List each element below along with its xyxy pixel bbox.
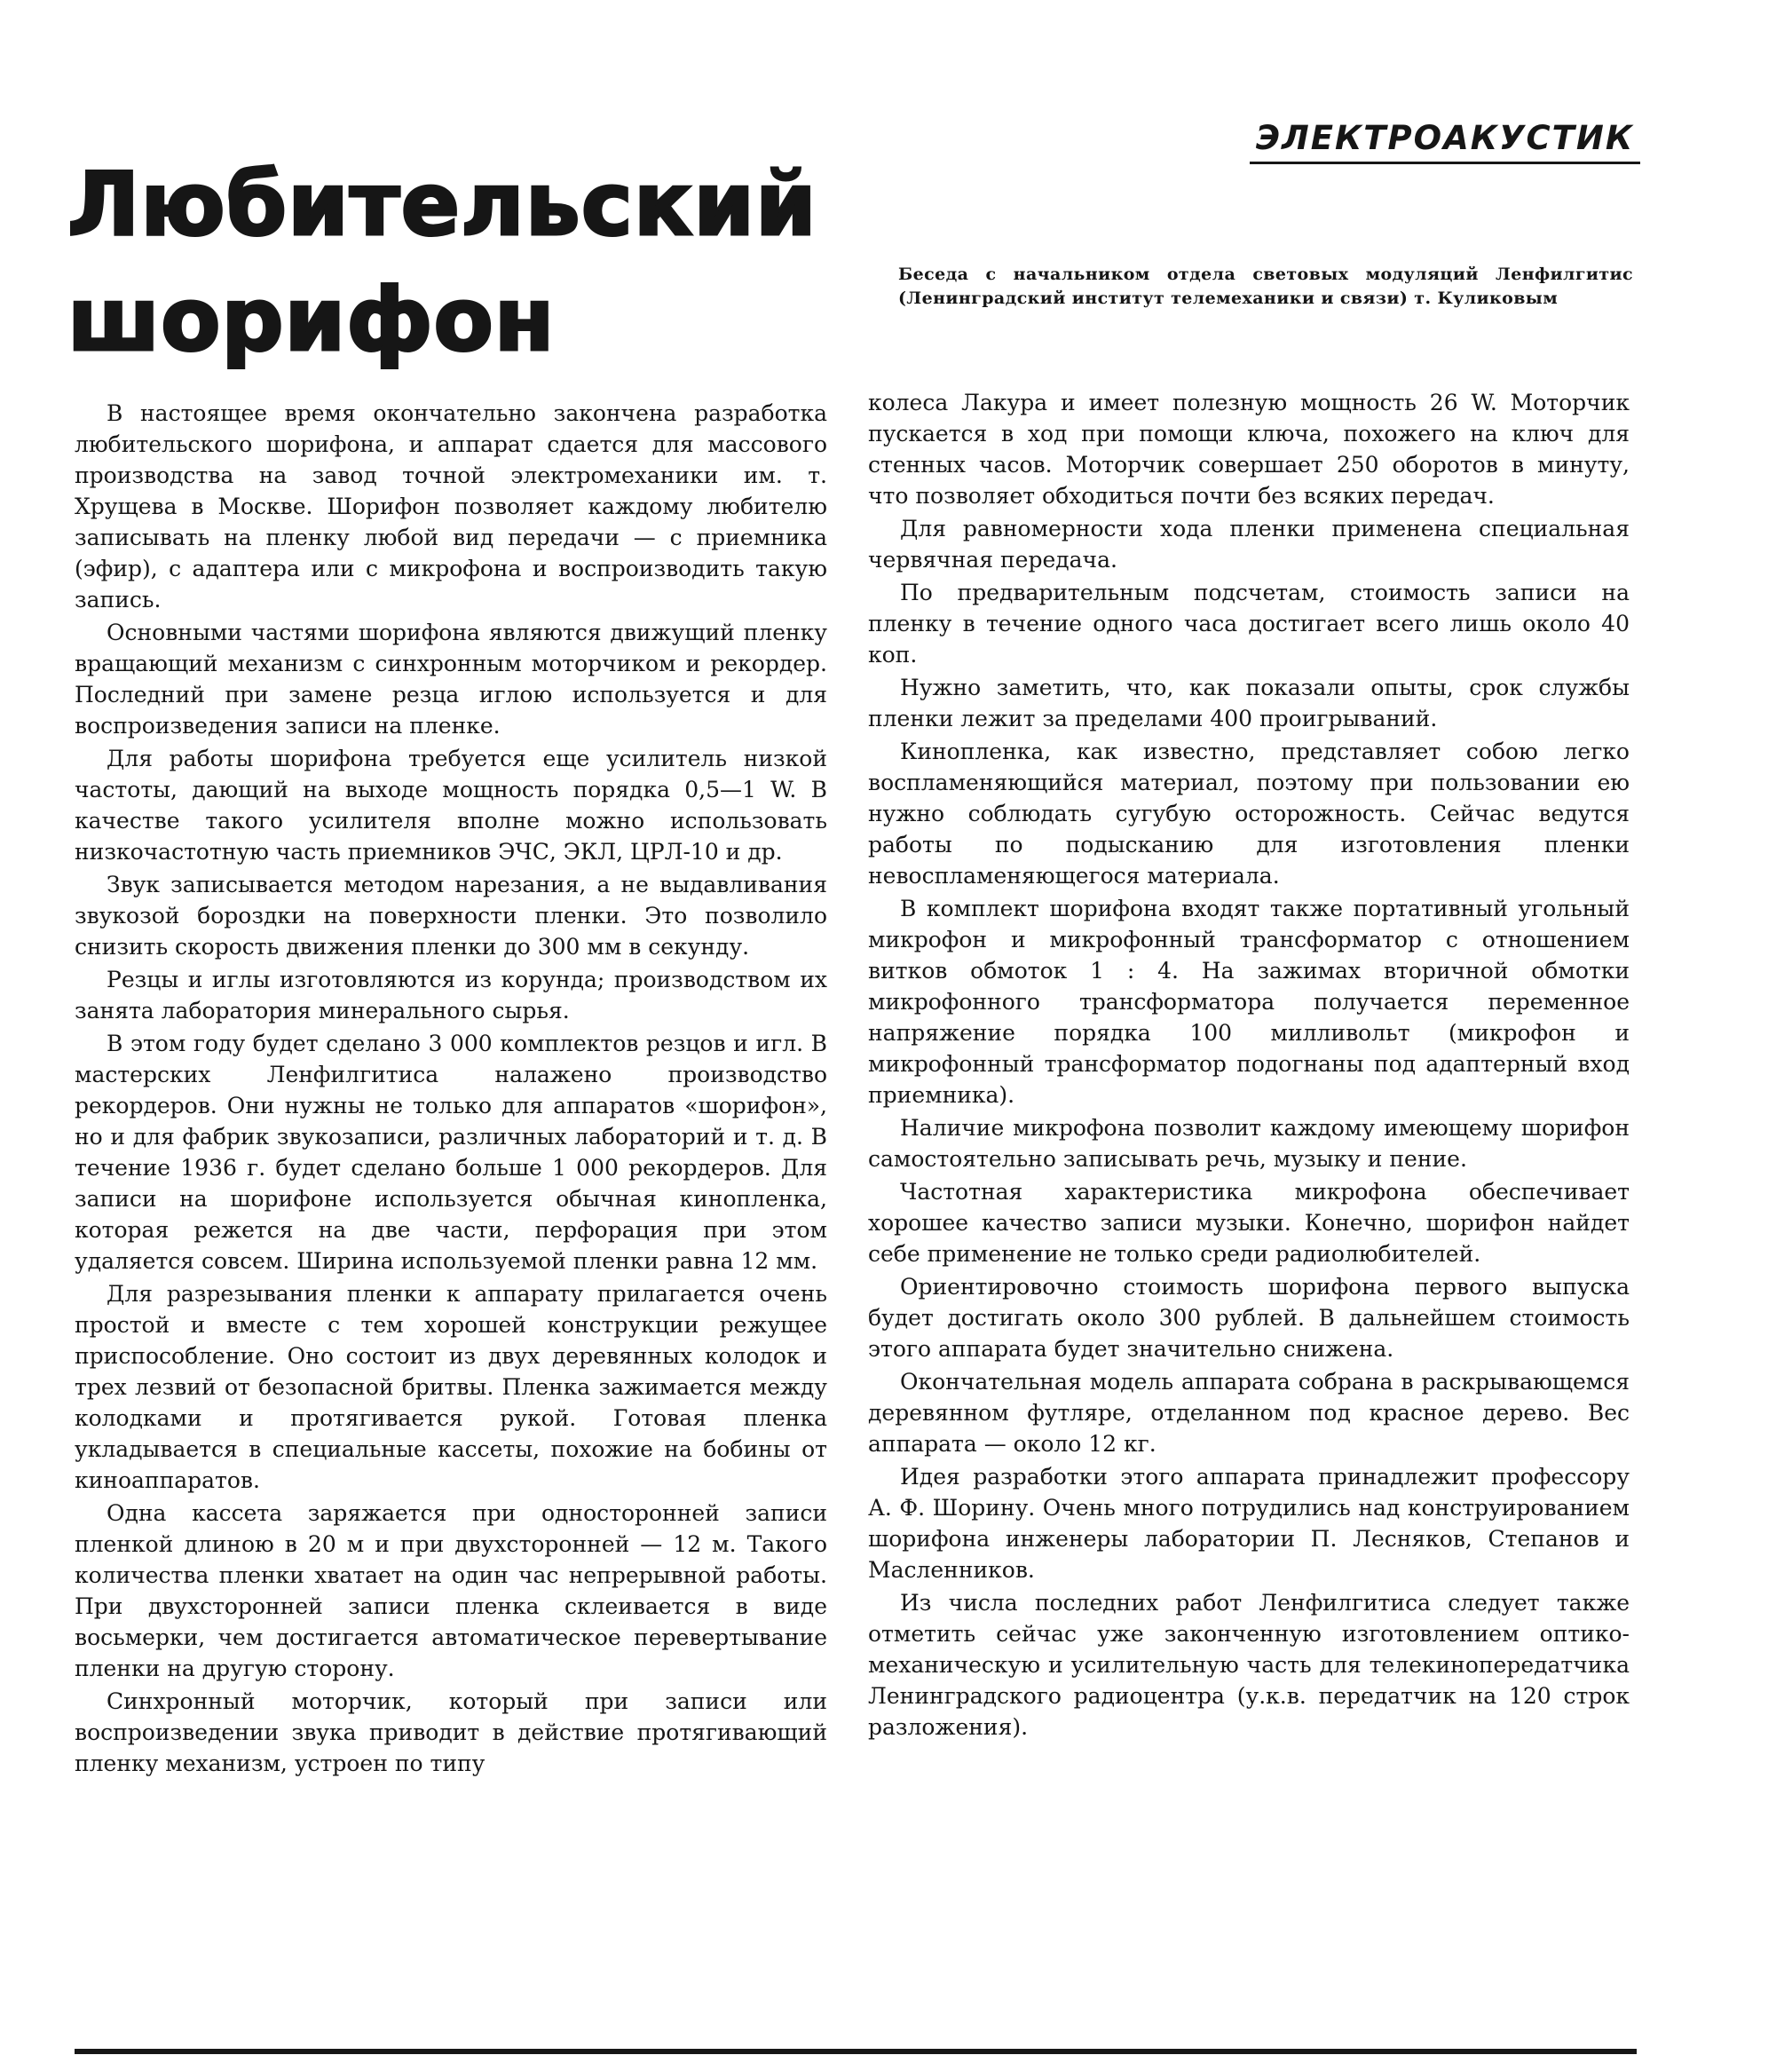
paragraph: Синхронный моторчик, который при записи или воспроизведении звука приводит в действие протягивающий пленку механизм, устроен по типу bbox=[75, 1688, 827, 1776]
paragraph: Идея разработки этого аппарата принадлежит профессору А. Ф. Шорину. Очень много потрудились над конструированием шорифона инженеры лаборатории П. Лесняков, Степанов и Масленников. bbox=[868, 1464, 1630, 1583]
paragraph: Одна кассета заряжается при односторонней записи пленкой длиною в 20 м и при двухсторонней — 12 м. Такого количества пленки хватает на один час непрерывной работы. При двухсторонней записи пленка склеивается в виде восьмерки, чем достигается автоматическое перевертывание пленки на другую сторону. bbox=[75, 1500, 827, 1681]
paragraph: Звук записывается методом нарезания, а не выдавливания звукозой бороздки на поверхности пленки. Это позволило снизить скорость движения пленки до 300 мм в секунду. bbox=[75, 872, 827, 960]
paragraph: В настоящее время окончательно закончена разработка любительского шорифона, и аппарат сдается для массового производства на завод точной электромеханики им. т. Хрущева в Москве. Шорифон позволяет каждому любителю записывать на пленку любой вид передачи — с приемника (эфир), с адаптера или с микрофона и воспроизводить такую запись. bbox=[75, 400, 827, 613]
left-column bbox=[75, 398, 827, 1781]
paragraph: Для разрезывания пленки к аппарату прилагается очень простой и вместе с тем хорошей конструкции режущее приспособление. Оно состоит из двух деревянных колодок и трех лезвий от безопасной бритвы. Пленка зажимается между колодками и протягивается рукой. Готовая пленка укладывается в специальные кассеты, похожие на бобины от киноаппаратов. bbox=[75, 1281, 827, 1493]
paragraph: Для работы шорифона требуется еще усилитель низкой частоты, дающий на выходе мощность порядка 0,5—1 W. В качестве такого усилителя вполне можно использовать низкочастотную часть приемников ЭЧС, ЭКЛ, ЦРЛ-10 и др. bbox=[75, 746, 827, 865]
paragraph: По предварительным подсчетам, стоимость записи на пленку в течение одного часа достигает всего лишь около 40 коп. bbox=[868, 580, 1630, 668]
paragraph: Резцы и иглы изготовляются из корунда; производством их занята лаборатория минерального сырья. bbox=[75, 967, 827, 1024]
paragraph: Для равномерности хода пленки применена специальная червячная передача. bbox=[868, 516, 1630, 573]
article-subtitle: Беседа с начальником отдела световых модуляций Ленфилгитис (Ленинградский институт телемеханики и связи) т. Куликовым bbox=[898, 265, 1633, 308]
paragraph: Окончательная модель аппарата собрана в раскрывающемся деревянном футляре, отделанном под красное дерево. Вес аппарата — около 12 кг. bbox=[868, 1369, 1630, 1457]
paragraph: Ориентировочно стоимость шорифона первого выпуска будет достигать около 300 рублей. В дальнейшем стоимость этого аппарата будет значительно снижена. bbox=[868, 1274, 1630, 1362]
article-headline: Любительский шорифон bbox=[67, 154, 817, 371]
paragraph: Кинопленка, как известно, представляет собою легко воспламеняющийся материал, поэтому при пользовании ею нужно соблюдать сугубую осторожность. Сейчас ведутся работы по подысканию для изготовления пленки невоспламеняющегося материала. bbox=[868, 739, 1630, 889]
paragraph: Из числа последних работ Ленфилгитиса следует также отметить сейчас уже законченную изготовлением оптико-механическую и усилительную часть для телекинопередатчика Ленинградского радиоцентра (у.к.в. передатчик на 120 строк разложения). bbox=[868, 1590, 1630, 1740]
paragraph: Нужно заметить, что, как показали опыты, срок службы пленки лежит за пределами 400 проигрываний. bbox=[868, 675, 1630, 731]
section-label: ЭЛЕКТРОАКУСТИК bbox=[1255, 119, 1635, 157]
paragraph: В комплект шорифона входят также портативный угольный микрофон и микрофонный трансформатор с отношением витков обмоток 1 : 4. На зажимах вторичной обмотки микрофонного трансформатора получается переменное напряжение порядка 100 милливольт (микрофон и микрофонный трансформатор подогнаны под адаптерный вход приемника). bbox=[868, 896, 1630, 1108]
bottom-rule bbox=[75, 2049, 1637, 2054]
paragraph: Основными частями шорифона являются движущий пленку вращающий механизм с синхронным моторчиком и рекордер. Последний при замене резца иглою используется и для воспроизведения записи на пленке. bbox=[75, 620, 827, 739]
right-column bbox=[868, 387, 1630, 1744]
paragraph: Частотная характеристика микрофона обеспечивает хорошее качество записи музыки. Конечно, шорифон найдет себе применение не только среди радиолюбителей. bbox=[868, 1179, 1630, 1267]
paragraph-continuation: колеса Лакура и имеет полезную мощность 26 W. Моторчик пускается в ход при помощи ключа, похожего на ключ для стенных часов. Моторчик совершает 250 оборотов в минуту, что позволяет обходиться почти без всяких передач. bbox=[868, 390, 1630, 509]
paragraph: Наличие микрофона позволит каждому имеющему шорифон самостоятельно записывать речь, музыку и пение. bbox=[868, 1115, 1630, 1172]
paragraph: В этом году будет сделано 3 000 комплектов резцов и игл. В мастерских Ленфилгитиса налажено производство рекордеров. Они нужны не только для аппаратов «шорифон», но и для фабрик звукозаписи, различных лабораторий и т. д. В течение 1936 г. будет сделано больше 1 000 рекордеров. Для записи на шорифоне используется обычная кинопленка, которая режется на две части, перфорация при этом удаляется совсем. Ширина используемой пленки равна 12 мм. bbox=[75, 1031, 827, 1274]
